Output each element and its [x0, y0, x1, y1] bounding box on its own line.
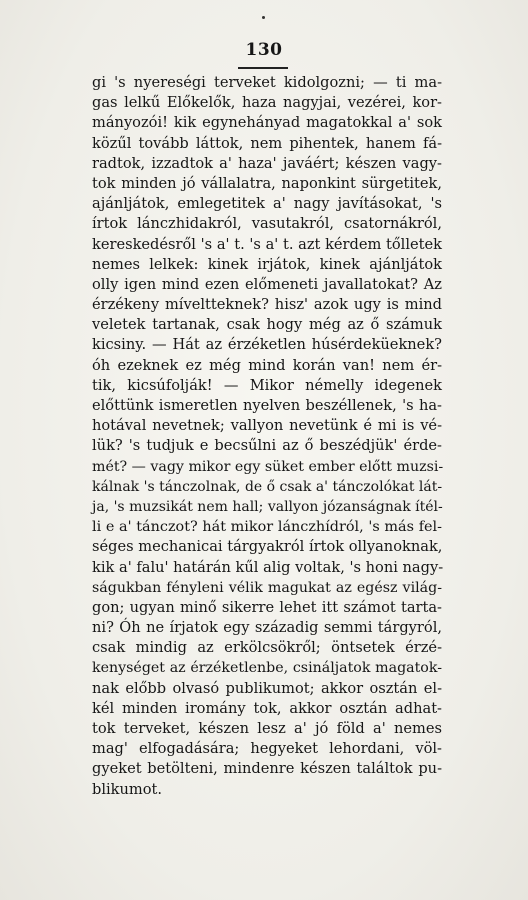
text-line: nemes lelkek: kinek irjátok, kinek ajánljátok	[92, 255, 442, 273]
header-rule	[238, 67, 288, 69]
text-line: érzékeny míveltteknek? hisz' azok ugy is mind	[92, 296, 442, 314]
text-line: gi 's nyereségi terveket kidolgozni; — ti ma-	[92, 74, 442, 91]
text-line: li e a' tánczot? hát mikor lánczhídról, 's más fel-	[92, 519, 442, 536]
text-line: ni? Óh ne írjatok egy századig semmi tárgyról,	[92, 619, 442, 637]
text-line: kicsiny. — Hát az érzéketlen húsérdeküeknek?	[92, 336, 442, 354]
text-line: blikumot.	[92, 780, 163, 798]
text-line: olly igen mind ezen előmeneti javallatokat? Az	[92, 275, 442, 293]
text-line: tok minden jó vállalatra, naponkint sürgetitek,	[92, 174, 442, 192]
text-line: kél minden iromány tok, akkor osztán adhat-	[92, 699, 442, 717]
text-line: írtok lánczhidakról, vasutakról, csatornákról,	[92, 215, 442, 233]
text-line: gon; ugyan minő sikerre lehet itt számot tarta-	[92, 598, 442, 616]
ink-speck	[262, 16, 265, 19]
text-line: hotával nevetnek; vallyon nevetünk é mi is vé-	[92, 417, 442, 435]
text-line: veletek tartanak, csak hogy még az ő számuk	[92, 316, 442, 334]
text-line: tok terveket, készen lesz a' jó föld a' nemes	[92, 720, 442, 737]
text-line: ságukban fényleni vélik magukat az egész világ-	[92, 579, 442, 596]
page-number: 130	[245, 40, 283, 60]
text-line: séges mechanicai tárgyakról írtok ollyanoknak,	[92, 538, 443, 556]
text-line: közűl tovább láttok, nem pihentek, hanem fá-	[92, 134, 442, 152]
text-line: előttünk ismeretlen nyelven beszéllenek, 's ha-	[92, 397, 442, 414]
text-line: kik a' falu' határán kűl alig voltak, 's honi nagy-	[92, 558, 444, 576]
text-line: gas lelkű Előkelők, haza nagyjai, vezérei, kor-	[92, 94, 442, 112]
text-line: radtok, izzadtok a' haza' javáért; készen vagy-	[92, 154, 442, 172]
text-line: óh ezeknek ez még mind korán van! nem ér-	[92, 356, 442, 374]
text-line: kereskedésről 's a' t. 's a' t. azt kérdem tőlletek	[92, 235, 442, 253]
text-line: mányozói! kik egynehányad magatokkal a' sok	[92, 114, 442, 132]
text-line: gyeket betölteni, mindenre készen találtok pu-	[92, 760, 442, 778]
text-line: kenységet az érzéketlenbe, csináljatok magatok-	[92, 660, 442, 677]
text-line: csak mindig az erkölcsökről; öntsetek érzé-	[92, 639, 442, 657]
text-line: ajánljátok, emlegetitek a' nagy javításokat, 's	[92, 195, 442, 213]
text-line: nak előbb olvasó publikumot; akkor osztán el-	[92, 679, 442, 697]
text-line: kálnak 's tánczolnak, de ő csak a' tánczolókat lát-	[92, 478, 443, 495]
text-line: lük? 's tudjuk e becsűlni az ő beszédjük' érde-	[92, 437, 442, 455]
body-text	[92, 73, 442, 800]
text-line: tik, kicsúfolják! — Mikor némelly idegenek	[92, 376, 442, 394]
text-line: ja, 's muzsikát nem hall; vallyon józanságnak ítél-	[92, 498, 443, 515]
text-line: mag' elfogadására; hegyeket lehordani, völ-	[92, 740, 442, 758]
text-line: mét? — vagy mikor egy süket ember előtt muzsi-	[92, 458, 444, 475]
